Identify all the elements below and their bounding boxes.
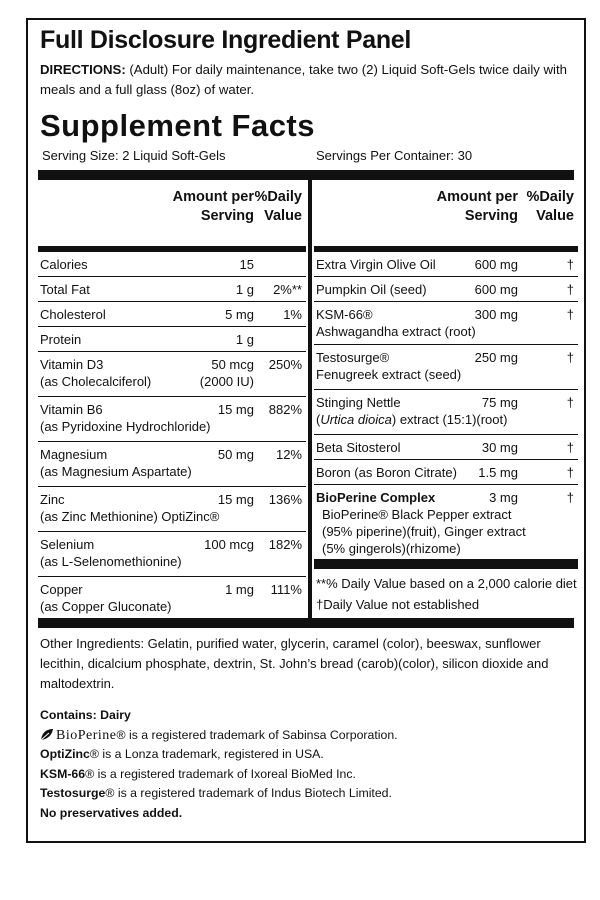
nutrient-amount: 50 mcg — [211, 357, 254, 372]
nutrient-source: (as Copper Gluconate) — [40, 599, 172, 614]
amount-header: Amount per Serving — [436, 189, 518, 224]
nutrient-name: Calories — [40, 257, 88, 272]
nutrient-amount: 15 mg — [217, 492, 254, 507]
nutrient-name: Zinc — [40, 492, 65, 507]
nutrient-name: Magnesium — [40, 447, 108, 462]
ingredient-name: Boron (as Boron Citrate) — [316, 465, 457, 480]
complex-line: BioPerine® Black Pepper extract — [322, 507, 512, 522]
nutrient-daily-value: 12% — [275, 447, 302, 462]
nutrient-name: Vitamin B6 — [40, 402, 103, 417]
ingredient-daily-value: † — [566, 440, 574, 455]
dagger-footnote: †Daily Value not established — [316, 597, 480, 612]
ingredient-amount: 600 mg — [474, 282, 518, 297]
ingredient-source: Ashwagandha extract (root) — [316, 324, 476, 339]
nutrient-amount: 50 mg — [217, 447, 254, 462]
nutrient-name: Cholesterol — [40, 307, 106, 322]
table-row — [314, 302, 578, 345]
nutrient-daily-value: 2%** — [273, 282, 302, 297]
contains-line: Contains: Dairy — [40, 708, 131, 722]
nutrient-amount: 100 mcg — [204, 537, 254, 552]
table-row — [38, 302, 306, 327]
top-divider-bar — [38, 170, 574, 180]
nutrient-amount: 15 mg — [217, 402, 254, 417]
left-header — [38, 180, 306, 246]
ingredient-amount: 1.5 mg — [478, 465, 518, 480]
ingredient-name: Testosurge® — [316, 350, 390, 365]
table-row — [38, 327, 306, 352]
complex-line: (5% gingerols)(rhizome) — [322, 541, 461, 556]
ingredient-amount: 250 mg — [474, 350, 518, 365]
nutrient-daily-value: 1% — [283, 307, 302, 322]
bioperine-note: BioPerine® is a registered trademark of Sabinsa Corporation. — [40, 726, 576, 746]
nutrient-amount-iu: (2000 IU) — [199, 374, 254, 389]
table-row — [314, 277, 578, 302]
table-row — [314, 435, 578, 460]
footnote-bar — [314, 559, 578, 569]
nutrient-column-left — [38, 180, 306, 622]
directions — [40, 60, 580, 100]
dv-header: %Daily Value — [254, 189, 302, 224]
right-rows — [314, 252, 578, 559]
right-header — [314, 180, 578, 246]
nutrient-source: (as Zinc Methionine) OptiZinc® — [40, 509, 220, 524]
ingredient-amount: 600 mg — [474, 257, 518, 272]
ingredient-daily-value: † — [566, 350, 574, 365]
nutrient-name: Protein — [40, 332, 82, 347]
ingredient-source — [316, 411, 507, 428]
table-row — [38, 252, 306, 277]
ingredient-daily-value: † — [566, 465, 574, 480]
nutrient-source: (as L-Selenomethionine) — [40, 554, 182, 569]
nutrient-name: Copper — [40, 582, 83, 597]
table-row — [314, 460, 578, 485]
ingredient-amount: 300 mg — [474, 307, 518, 322]
nutrient-name: Selenium — [40, 537, 95, 552]
nutrient-column-right — [314, 180, 578, 615]
ingredient-daily-value: † — [566, 395, 574, 410]
ingredient-daily-value: † — [566, 307, 574, 322]
ingredient-source: Fenugreek extract (seed) — [316, 367, 462, 382]
leaf-icon — [40, 728, 54, 741]
ingredient-daily-value: † — [566, 490, 574, 505]
nutrient-amount: 5 mg — [225, 307, 254, 322]
table-row — [38, 397, 306, 442]
ingredient-amount: 75 mg — [481, 395, 518, 410]
testosurge-note: Testosurge® is a registered trademark of Indus Biotech Limited. — [40, 786, 392, 801]
servings-per-container: Servings Per Container: 30 — [316, 148, 473, 163]
nutrient-daily-value: 250% — [268, 357, 302, 372]
complex-line: (95% piperine)(fruit), Ginger extract — [322, 524, 526, 539]
table-row — [38, 442, 306, 487]
nutrient-amount: 1 g — [235, 282, 254, 297]
ingredient-name: Extra Virgin Olive Oil — [316, 257, 436, 272]
dv-footnote: **% Daily Value based on a 2,000 calorie diet — [316, 576, 577, 591]
column-divider — [308, 170, 312, 620]
dv-header: %Daily Value — [526, 189, 574, 224]
directions-text: (Adult) For daily maintenance, take two (2) Liquid Soft-Gels twice daily with meals and a full glass (8oz) of water. — [40, 62, 567, 97]
nutrient-daily-value: 111% — [270, 582, 302, 597]
table-row — [38, 577, 306, 622]
serving-size: Serving Size: 2 Liquid Soft-Gels — [42, 148, 226, 163]
preservatives-note: No preservatives added. — [40, 805, 183, 820]
nutrient-daily-value: 136% — [268, 492, 302, 507]
left-rows — [38, 252, 306, 622]
ingredient-name: Beta Sitosterol — [316, 440, 401, 455]
bioperine-brand: BioPerine — [56, 727, 117, 743]
source-prefix: ( — [316, 412, 321, 427]
ingredient-name: Pumpkin Oil (seed) — [316, 282, 427, 297]
nutrient-amount: 1 mg — [225, 582, 254, 597]
nutrient-name: Vitamin D3 — [40, 357, 104, 372]
ingredient-name: BioPerine Complex — [316, 490, 436, 505]
nutrient-daily-value: 182% — [268, 537, 302, 552]
source-latin-name: Urtica dioica — [320, 412, 392, 427]
ingredient-name: KSM-66® — [316, 307, 373, 322]
ingredient-panel — [26, 18, 586, 843]
amount-header: Amount per Serving — [172, 189, 254, 224]
table-row — [314, 345, 578, 390]
nutrient-amount: 15 — [239, 257, 254, 272]
nutrient-name: Total Fat — [40, 282, 90, 297]
ingredient-daily-value: † — [566, 282, 574, 297]
directions-label: DIRECTIONS: — [40, 62, 126, 77]
table-row — [38, 532, 306, 577]
panel-title: Full Disclosure Ingredient Panel — [40, 26, 412, 54]
nutrient-source: (as Magnesium Aspartate) — [40, 464, 192, 479]
ingredient-amount: 30 mg — [481, 440, 518, 455]
bottom-divider-bar — [38, 618, 574, 628]
trademark-notes — [40, 706, 576, 824]
supplement-facts-title: Supplement Facts — [40, 108, 315, 143]
source-suffix: ) extract (15:1)(root) — [391, 412, 508, 427]
ingredient-daily-value: † — [566, 257, 574, 272]
optizinc-note: OptiZinc® is a Lonza trademark, registered in USA. — [40, 747, 324, 762]
table-row — [314, 252, 578, 277]
nutrient-amount: 1 g — [235, 332, 254, 347]
table-row — [38, 352, 306, 397]
ingredient-name: Stinging Nettle — [316, 395, 401, 410]
nutrient-source: (as Cholecalciferol) — [40, 374, 152, 389]
ingredient-amount: 3 mg — [489, 490, 518, 505]
other-ingredients: Other Ingredients: Gelatin, purified water, glycerin, caramel (color), beeswax, sunflower lecithin, dicalcium phosphate, dextrin, St. John’s bread (carob)(color), silicon dioxide and maltodextrin. — [40, 636, 549, 691]
table-row — [314, 485, 578, 559]
table-row — [38, 487, 306, 532]
nutrient-daily-value: 882% — [268, 402, 302, 417]
nutrient-source: (as Pyridoxine Hydrochloride) — [40, 419, 211, 434]
ksm-note: KSM-66® is a registered trademark of Ixoreal BioMed Inc. — [40, 766, 356, 781]
table-row — [38, 277, 306, 302]
table-row — [314, 390, 578, 435]
